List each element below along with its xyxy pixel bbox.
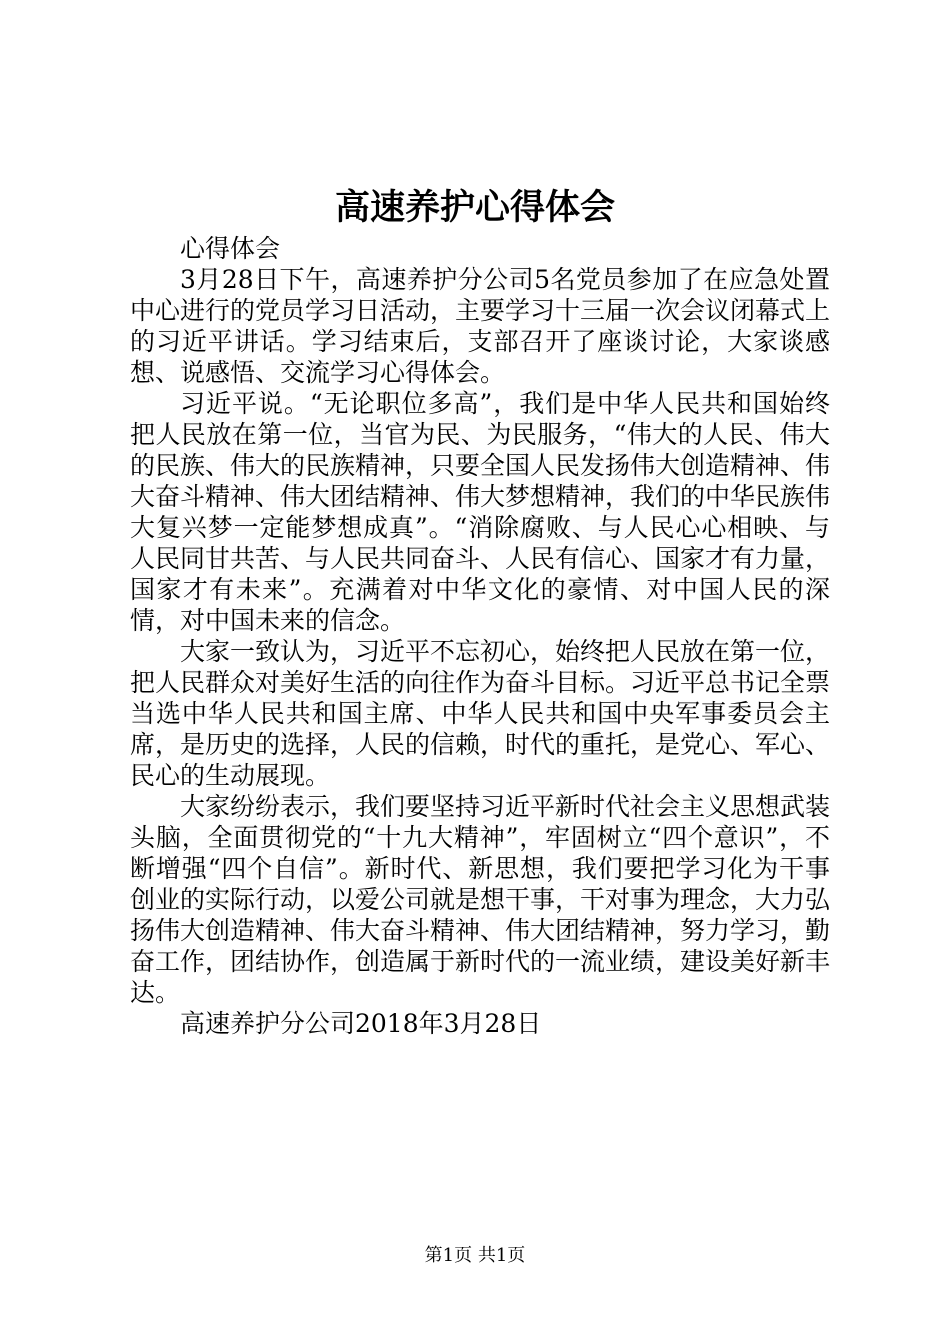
- paragraph-4: 大家纷纷表示，我们要坚持习近平新时代社会主义思想武装头脑，全面贯彻党的“十九大精神”，牢固树立“四个意识”，不断增强“四个自信”。新时代、新思想，我们要把学习化为干事创业的实际行动，以爱公司就是想干事，干对事为理念，大力弘扬伟大创造精神、伟大奋斗精神、伟大团结精神，努力学习，勤奋工作，团结协作，创造属于新时代的一流业绩，建设美好新丰达。: [130, 792, 831, 1007]
- paragraph-3: 大家一致认为，习近平不忘初心，始终把人民放在第一位，把人民群众对美好生活的向往作为奋斗目标。习近平总书记全票当选中华人民共和国主席、中华人民共和国中央军事委员会主席，是历史的选择，人民的信赖，时代的重托，是党心、军心、民心的生动展现。: [130, 637, 831, 790]
- document-title: 高速养护心得体会: [334, 187, 615, 228]
- document-body: [130, 233, 830, 1039]
- page-footer: 第1页 共1页: [424, 1245, 526, 1266]
- paragraph-1: 3月28日下午，高速养护分公司5名党员参加了在应急处置中心进行的党员学习日活动，主要学习十三届一次会议闭幕式上的习近平讲话。学习结束后，支部召开了座谈讨论，大家谈感想、说感悟、交流学习心得体会。: [130, 265, 831, 387]
- signature-date: 高速养护分公司2018年3月28日: [180, 1009, 542, 1038]
- paragraph-heading: 心得体会: [180, 234, 281, 263]
- paragraph-2: 习近平说。“无论职位多高”，我们是中华人民共和国始终把人民放在第一位，当官为民、为民服务，“伟大的人民、伟大的民族、伟大的民族精神，只要全国人民发扬伟大创造精神、伟大奋斗精神、伟大团结精神、伟大梦想精神，我们的中华民族伟大复兴梦一定能梦想成真”。“消除腐败、与人民心心相映、与人民同甘共苦、与人民共同奋斗、人民有信心、国家才有力量，国家才有未来”。充满着对中华文化的豪情、对中国人民的深情，对中国未来的信念。: [130, 389, 831, 635]
